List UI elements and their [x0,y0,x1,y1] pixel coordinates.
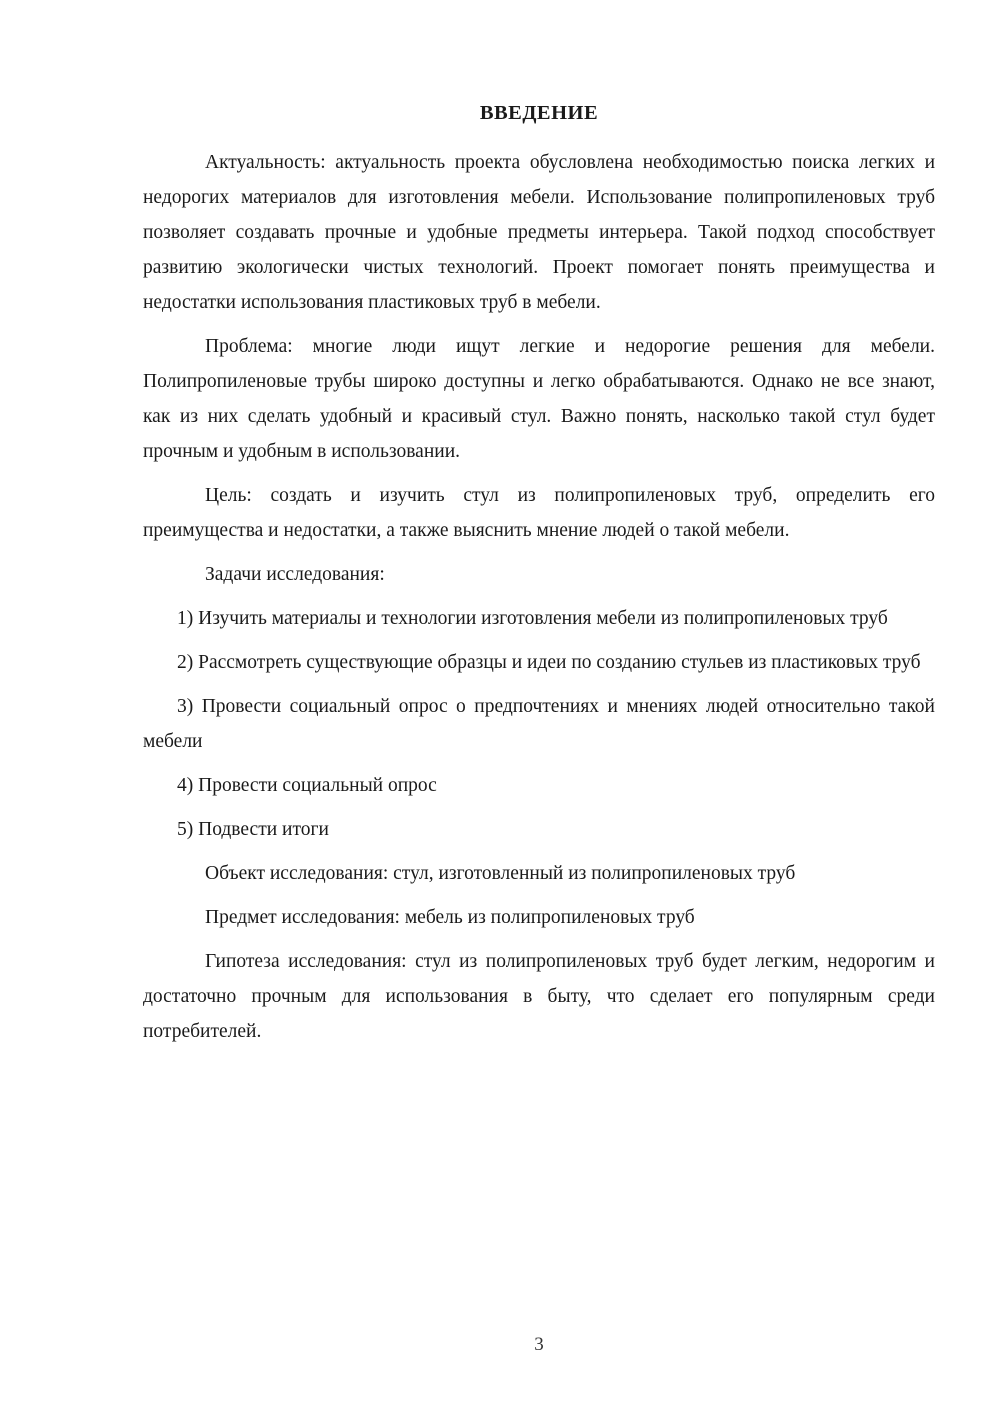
task-item-3: 3) Провести социальный опрос о предпочтениях и мнениях людей относительно такой мебели [143,696,935,752]
page-number: 3 [534,1334,544,1355]
paragraph-gipoteza: Гипотеза исследования: стул из полипропиленовых труб будет легким, недорогим и достаточно прочным для использования в быту, что сделает его популярным среди потребителей. [143,951,935,1042]
task-item-2: 2) Рассмотреть существующие образцы и идеи по созданию стульев из пластиковых труб [177,652,921,673]
page-title: ВВЕДЕНИЕ [479,102,599,124]
paragraph-obyekt: Объект исследования: стул, изготовленный из полипропиленовых труб [205,863,796,884]
task-item-1: 1) Изучить материалы и технологии изготовления мебели из полипропиленовых труб [177,608,888,629]
task-item-4: 4) Провести социальный опрос [177,775,437,796]
paragraph-zadachi-header: Задачи исследования: [205,564,385,585]
paragraph-aktualnost: Актуальность: актуальность проекта обусловлена необходимостью поиска легких и недорогих материалов для изготовления мебели. Использование полипропиленовых труб позволяет создавать прочные и удобные предметы интерьера. Такой подход способствует развитию экологически чистых технологий. Проект помогает понять преимущества и недостатки использования пластиковых труб в мебели. [143,152,935,313]
paragraph-problema: Проблема: многие люди ищут легкие и недорогие решения для мебели. Полипропиленовые трубы широко доступны и легко обрабатываются. Однако не все знают, как из них сделать удобный и красивый стул. Важно понять, насколько такой стул будет прочным и удобным в использовании. [143,336,935,462]
paragraph-predmet: Предмет исследования: мебель из полипропиленовых труб [205,907,695,928]
paragraph-tsel: Цель: создать и изучить стул из полипропиленовых труб, определить его преимущества и недостатки, а также выяснить мнение людей о такой мебели. [143,485,935,541]
task-item-5: 5) Подвести итоги [177,819,329,840]
